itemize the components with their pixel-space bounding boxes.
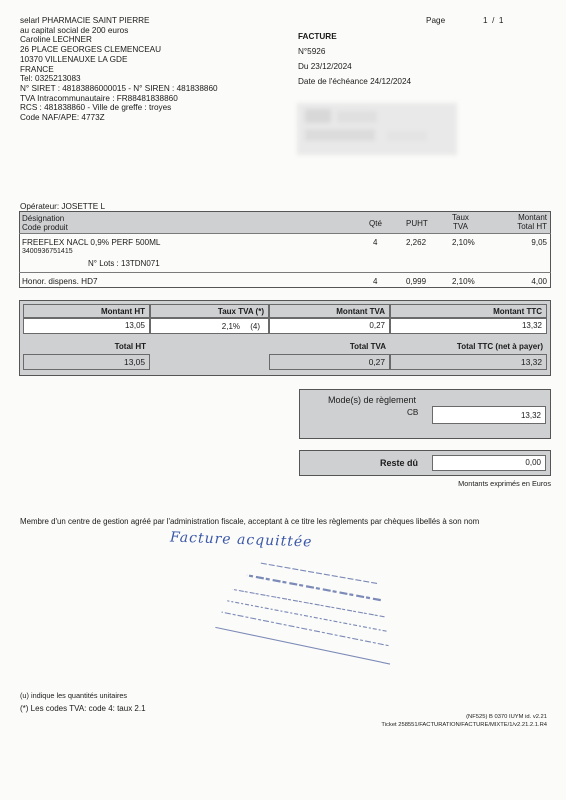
footnote-units: (u) indique les quantités unitaires xyxy=(20,691,128,700)
col-header-puht: PUHT xyxy=(406,219,428,228)
invoice-date: Du 23/12/2024 xyxy=(298,62,352,71)
page-label: Page xyxy=(426,16,446,25)
vat-header-tva: Montant TVA xyxy=(269,304,390,318)
total-ttc-label: Total TTC (net à payer) xyxy=(456,342,543,351)
col-header-qty: Qté xyxy=(369,219,382,228)
item-qty: 4 xyxy=(373,277,378,286)
vat-value-ht: 13,05 xyxy=(23,318,150,334)
footnote-vat-codes: (*) Les codes TVA: code 4: taux 2.1 xyxy=(20,704,146,713)
balance-label: Reste dû xyxy=(380,458,419,468)
seller-line: Caroline LECHNER xyxy=(20,35,92,45)
item-designation: FREEFLEX NACL 0,9% PERF 500ML xyxy=(22,238,161,247)
item-qty: 4 xyxy=(373,238,378,247)
payment-title: Mode(s) de règlement xyxy=(328,395,417,405)
invoice-due-date: Date de l'échéance 24/12/2024 xyxy=(298,77,412,86)
item-tva: 2,10% xyxy=(452,277,475,286)
redacted-address xyxy=(297,103,457,155)
invoice-number: N°5926 xyxy=(298,47,326,56)
item-lots: N° Lots : 13TDN071 xyxy=(88,259,160,268)
total-ttc-value: 13,32 xyxy=(390,354,547,370)
vat-header-ht: Montant HT xyxy=(23,304,150,318)
total-ht-value: 13,05 xyxy=(23,354,150,370)
payment-amount: 13,32 xyxy=(432,406,546,424)
col-header-code: Code produit xyxy=(22,223,68,232)
currency-note: Montants exprimés en Euros xyxy=(458,479,551,488)
item-designation: Honor. dispens. HD7 xyxy=(22,277,98,286)
item-code: 3400936751415 xyxy=(22,248,73,255)
item-puht: 0,999 xyxy=(406,277,427,286)
seller-line: RCS : 481838860 - Ville de greffe : troyes xyxy=(20,103,172,113)
total-tva-value: 0,27 xyxy=(269,354,390,370)
total-tva-label: Total TVA xyxy=(349,342,386,351)
seller-line: 10370 VILLENAUXE LA GDE xyxy=(20,54,128,64)
seller-line: Tel: 0325213083 xyxy=(20,74,81,84)
col-header-tva: Taux TVA xyxy=(452,213,469,231)
total-ht-label: Total HT xyxy=(114,342,146,351)
seller-line: 26 PLACE GEORGES CLEMENCEAU xyxy=(20,45,162,55)
vat-header-rate: Taux TVA (*) xyxy=(150,304,269,318)
item-total: 4,00 xyxy=(531,277,547,286)
software-line-2: Ticket 258551/FACTURATION/FACTURE/MIXTE/1/v2.21.2.1.R4 xyxy=(381,722,547,728)
vat-value-code: (4) xyxy=(250,322,260,331)
item-total: 9,05 xyxy=(531,238,547,247)
invoice-title: FACTURE xyxy=(298,32,337,41)
vat-value-ttc: 13,32 xyxy=(390,318,547,334)
page-value: 1 / 1 xyxy=(483,16,504,25)
balance-value: 0,00 xyxy=(432,455,546,471)
col-header-total: Montant Total HT xyxy=(517,213,547,231)
seller-line: au capital social de 200 euros xyxy=(20,25,129,35)
seller-line: FRANCE xyxy=(20,64,54,74)
seller-line: selarl PHARMACIE SAINT PIERRE xyxy=(20,16,150,25)
invoice-block xyxy=(298,29,411,89)
pharmacy-stamp xyxy=(205,547,408,682)
item-puht: 2,262 xyxy=(406,238,427,247)
seller-line: TVA Intracommunautaire : FR88481838860 xyxy=(20,93,178,103)
seller-block xyxy=(20,16,218,123)
vat-value-tva: 0,27 xyxy=(269,318,390,334)
vat-value-rate: 2,1% xyxy=(221,322,240,331)
items-table-header xyxy=(20,212,550,233)
software-line-1: (NF525) B 0370 IUYM id. v2.21 xyxy=(466,714,547,720)
vat-rate-cell xyxy=(150,318,269,334)
membership-statement: Membre d'un centre de gestion agréé par l'administration fiscale, acceptant à ce titre les règlements par chèques libellés à son nom xyxy=(20,517,480,526)
vat-header-ttc: Montant TTC xyxy=(390,304,547,318)
seller-line: N° SIRET : 48183886000015 - N° SIREN : 481838860 xyxy=(20,83,218,93)
handwritten-note: Facture acquittée xyxy=(169,529,313,551)
payment-method: CB xyxy=(407,408,419,417)
operator: Opérateur: JOSETTE L xyxy=(20,202,106,211)
item-tva: 2,10% xyxy=(452,238,475,247)
seller-line: Code NAF/APE: 4773Z xyxy=(20,113,105,123)
col-header-designation: Désignation xyxy=(22,214,65,223)
